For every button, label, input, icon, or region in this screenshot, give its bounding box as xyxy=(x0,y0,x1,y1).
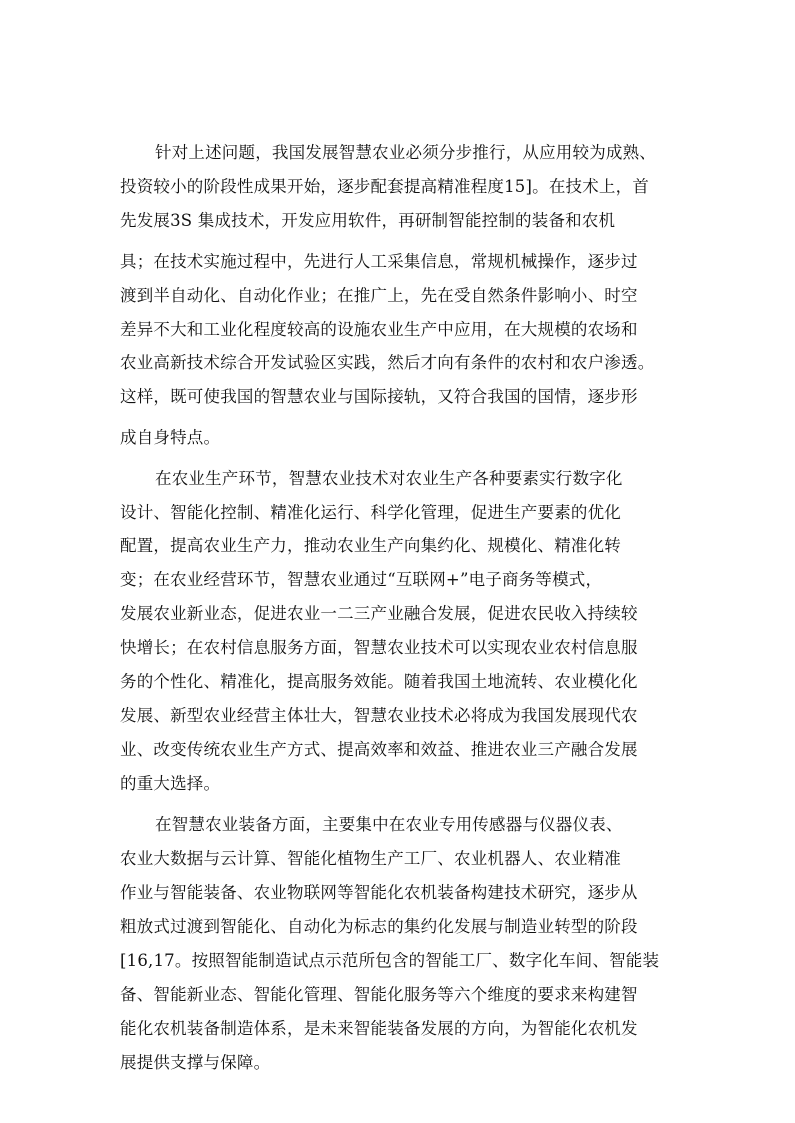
text-line: 配置，提高农业生产力，推动农业生产向集约化、规模化、精准化转 xyxy=(120,536,621,555)
text-line: 投资较小的阶段性成果开始，逐步配套提高精准程度15]。在技术上，首 xyxy=(120,177,650,196)
text-line: 展提供支撑与保障。 xyxy=(120,1053,271,1072)
text-line: 快增长；在农村信息服务方面，智慧农业技术可以实现农业农村信息服 xyxy=(120,638,638,657)
text-line: 务的个性化、精准化，提高服务效能。随着我国土地流转、农业模化化 xyxy=(120,672,638,691)
text-line: 这样，既可使我国的智慧农业与国际接轨，又符合我国的国情，逐步形 xyxy=(120,387,638,406)
text-line: 在智慧农业装备方面，主要集中在农业专用传感器与仪器仪表、 xyxy=(155,815,623,834)
text-line: 的重大选择。 xyxy=(120,774,221,793)
text-line: 发展农业新业态，促进农业一二三产业融合发展，促进农民收入持续较 xyxy=(120,604,638,623)
text-line: [16,17。按照智能制造试点示范所包含的智能工厂、数字化车间、智能装 xyxy=(120,951,660,970)
text-line: 先发展3S 集成技术，开发应用软件，再研制智能控制的装备和农机 xyxy=(120,211,616,230)
text-line: 具；在技术实施过程中，先进行人工采集信息，常规机械操作，逐步过 xyxy=(120,252,638,271)
text-line: 成自身特点。 xyxy=(120,428,221,447)
text-line: 粗放式过渡到智能化、自动化为标志的集约化发展与制造业转型的阶段 xyxy=(120,917,638,936)
text-line: 渡到半自动化、自动化作业；在推广上，先在受自然条件影响小、时空 xyxy=(120,286,638,305)
text-line: 农业高新技术综合开发试验区实践，然后才向有条件的农村和农户渗透。 xyxy=(120,353,655,372)
text-line: 业、改变传统农业生产方式、提高效率和效益、推进农业三产融合发展 xyxy=(120,740,638,759)
text-line: 能化农机装备制造体系，是未来智能装备发展的方向，为智能化农机发 xyxy=(120,1019,638,1038)
text-line: 设计、智能化控制、精准化运行、科学化管理，促进生产要素的优化 xyxy=(120,503,621,522)
text-line: 发展、新型农业经营主体壮大，智慧农业技术必将成为我国发展现代农 xyxy=(120,706,638,725)
text-line: 在农业生产环节，智慧农业技术对农业生产各种要素实行数字化 xyxy=(155,469,623,488)
text-line: 差异不大和工业化程度较高的设施农业生产中应用，在大规模的农场和 xyxy=(120,320,638,339)
text-line: 针对上述问题，我国发展智慧农业必须分步推行，从应用较为成熟、 xyxy=(155,143,656,162)
text-line: 农业大数据与云计算、智能化植物生产工厂、农业机器人、农业精准 xyxy=(120,849,621,868)
text-line: 作业与智能装备、农业物联网等智能化农机装备构建技术研究，逐步从 xyxy=(120,883,638,902)
text-line: 备、智能新业态、智能化管理、智能化服务等六个维度的要求来构建智 xyxy=(120,985,638,1004)
text-line: 变；在农业经营环节，智慧农业通过“互联网+”电子商务等模式， xyxy=(120,570,603,589)
